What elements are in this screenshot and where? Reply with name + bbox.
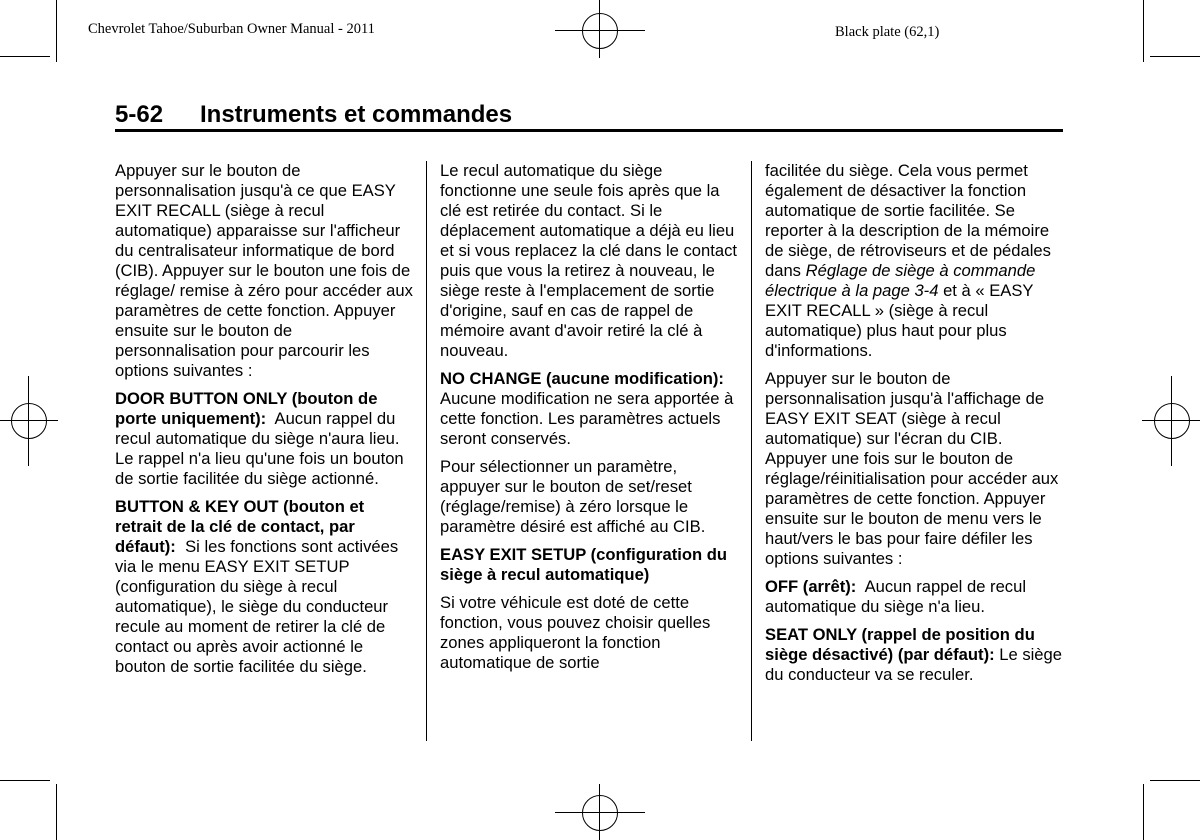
crop-mark-tl-h bbox=[0, 56, 50, 57]
document-title: Chevrolet Tahoe/Suburban Owner Manual - 2011 bbox=[88, 21, 375, 37]
option-title: OFF (arrêt): bbox=[765, 577, 857, 596]
paragraph: Appuyer sur le bouton de personnalisation jusqu'à l'affichage de EASY EXIT SEAT (siège à recul automatique) sur l'écran du CIB. Appuyer une fois sur le bouton de réglage/réinitialisation pour accéder aux paramètres de cette fonction. Appuyer ensuite sur le bouton de menu vers le haut/vers le bas pour faire défiler les options suivantes : bbox=[765, 369, 1059, 568]
registration-mark-right-icon bbox=[1154, 403, 1190, 439]
registration-mark-left-icon bbox=[11, 403, 47, 439]
crop-mark-tr-h bbox=[1150, 56, 1200, 57]
option-title: BUTTON & KEY OUT (bouton et retrait de la clé de contact, par défaut): bbox=[115, 497, 365, 556]
option-seat-only bbox=[765, 625, 1063, 685]
section-title: Instruments et commandes bbox=[200, 101, 513, 128]
option-description: Le siège du conducteur va se reculer. bbox=[765, 645, 1062, 684]
crop-mark-br-h bbox=[1150, 780, 1200, 781]
cross-reference-link[interactable]: Réglage de siège à commande électrique à la page 3-4 bbox=[765, 261, 1036, 300]
column-separator-2 bbox=[751, 161, 752, 741]
crop-mark-br-v bbox=[1143, 784, 1144, 840]
option-description: Aucun rappel du recul automatique du siège n'aura lieu. Le rappel n'a lieu qu'une fois un bouton de sortie facilitée du siège actionné. bbox=[115, 409, 404, 488]
crop-mark-tr-v bbox=[1143, 0, 1144, 62]
crop-mark-bl-v bbox=[56, 784, 57, 840]
option-title: SEAT ONLY (rappel de position du siège désactivé) (par défaut): bbox=[765, 625, 1035, 664]
page-heading bbox=[115, 101, 512, 129]
option-door-button-only bbox=[115, 389, 413, 489]
crop-mark-tl-v bbox=[56, 0, 57, 62]
column-separator-1 bbox=[426, 161, 427, 741]
option-title: DOOR BUTTON ONLY (bouton de porte uniquement): bbox=[115, 389, 378, 428]
option-description: Si les fonctions sont activées via le menu EASY EXIT SETUP (configuration du siège à recul automatique), le siège du conducteur recule au moment de retirer la clé de contact ou après avoir actionné le bouton de sortie facilitée du siège. bbox=[115, 537, 399, 676]
page-number: 5-62 bbox=[115, 101, 164, 128]
text-column-1 bbox=[115, 161, 413, 685]
option-title: NO CHANGE (aucune modification): bbox=[440, 369, 724, 388]
paragraph: Pour sélectionner un paramètre, appuyer sur le bouton de set/reset (réglage/remise) à zéro lorsque le paramètre désiré est affiché au CIB. bbox=[440, 457, 706, 536]
crop-mark-bl-h bbox=[0, 780, 50, 781]
paragraph: Le recul automatique du siège fonctionne une seule fois après que la clé est retirée du contact. Si le déplacement automatique a déjà eu lieu et si vous replacez la clé dans le contact puis que vous la retirez à nouveau, le siège reste à l'emplacement de sortie d'origine, sauf en cas de rappel de mémoire avant d'avoir retiré la clé à nouveau. bbox=[440, 161, 738, 360]
text-column-3 bbox=[765, 161, 1063, 693]
text-column-2 bbox=[440, 161, 738, 681]
paragraph-with-reference: facilitée du siège. Cela vous permet également de désactiver la fonction automatique de sortie facilitée. Se reporter à la description de la mémoire de siège, de rétroviseurs et de pédales dans Réglage de siège à commande électrique à la page 3-4 et à « EASY EXIT RECALL » (siège à recul automatique) plus haut pour plus d'informations. bbox=[765, 161, 1051, 360]
subsection-heading: EASY EXIT SETUP (configuration du siège à recul automatique) bbox=[440, 545, 728, 584]
option-description: Aucun rappel de recul automatique du siège n'a lieu. bbox=[765, 577, 1027, 616]
option-off bbox=[765, 577, 1063, 617]
registration-mark-bottom-icon bbox=[582, 795, 618, 831]
paragraph: Appuyer sur le bouton de personnalisation jusqu'à ce que EASY EXIT RECALL (siège à recul automatique) apparaisse sur l'afficheur du centralisateur informatique de bord (CIB). Appuyer sur le bouton une fois de réglage/ remise à zéro pour accéder aux paramètres de cette fonction. Appuyer ensuite sur le bouton de personnalisation pour parcourir les options suivantes : bbox=[115, 161, 413, 380]
option-description: Aucune modification ne sera apportée à cette fonction. Les paramètres actuels seront conservés. bbox=[440, 389, 734, 448]
plate-label: Black plate (62,1) bbox=[835, 24, 940, 40]
registration-mark-top-icon bbox=[582, 13, 618, 49]
option-no-change bbox=[440, 369, 738, 449]
option-button-key-out bbox=[115, 497, 413, 677]
heading-rule bbox=[115, 129, 1063, 132]
paragraph: Si votre véhicule est doté de cette fonction, vous pouvez choisir quelles zones appliqueront la fonction automatique de sortie bbox=[440, 593, 711, 672]
